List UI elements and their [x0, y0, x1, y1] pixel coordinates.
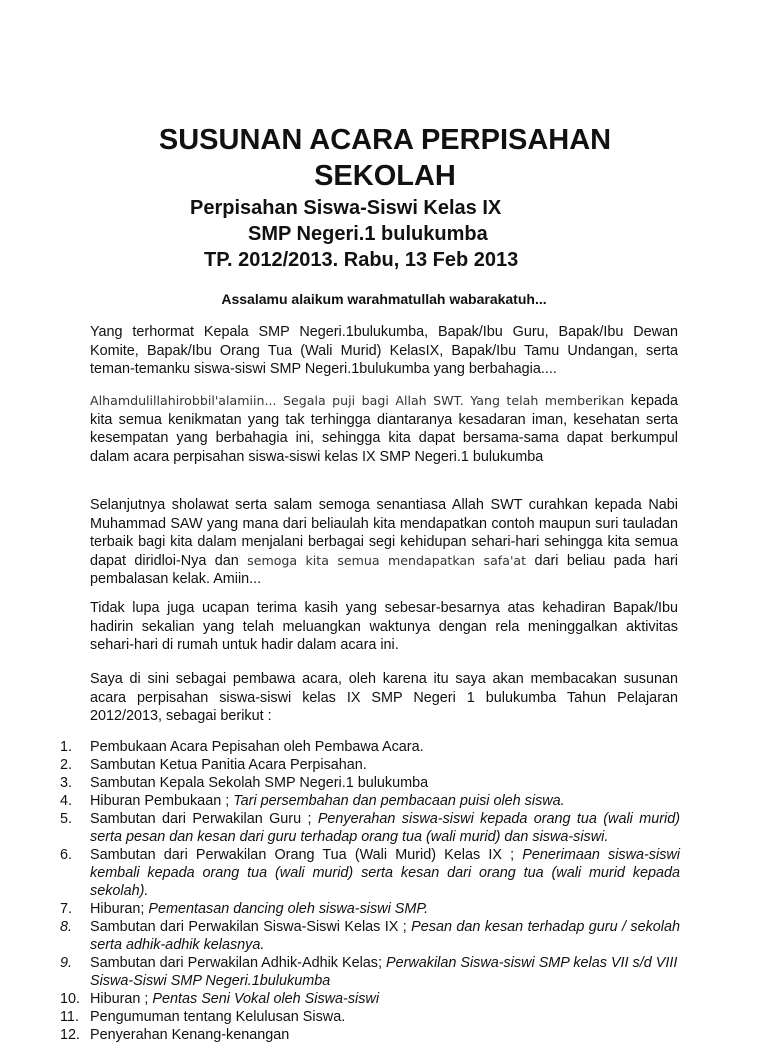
agenda-item [60, 990, 680, 1008]
agenda-text: Sambutan dari Perwakilan Adhik-Adhik Kelas; [90, 955, 386, 971]
agenda-detail: Pementasan dancing oleh siswa-siswi SMP. [148, 901, 429, 917]
paragraph-3 [90, 496, 678, 589]
subtitle-line-3: TP. 2012/2013. Rabu, 13 Feb 2013 [204, 249, 519, 271]
agenda-text: Sambutan Ketua Panitia Acara Perpisahan. [90, 757, 367, 773]
agenda-item [60, 954, 680, 990]
agenda-number: 12. [60, 1027, 81, 1043]
agenda-number: 6. [60, 847, 73, 863]
agenda-item [60, 738, 680, 756]
agenda-text: Hiburan; [90, 901, 149, 917]
title-line-2: SEKOLAH [314, 160, 456, 192]
agenda-item [60, 756, 680, 774]
agenda-item [60, 1026, 680, 1044]
agenda-detail: Perwakilan Siswa-siswi SMP kelas VII s/d VIII Siswa-Siswi SMP Negeri.1bulukumba [90, 955, 678, 989]
paragraph-3-c: dari beliau pada hari pembalasan kelak. Amiin... [90, 552, 678, 587]
agenda-number: 3. [60, 775, 73, 791]
agenda-text: Sambutan dari Perwakilan Orang Tua (Wali Murid) Kelas IX ; [90, 847, 523, 863]
agenda-item [60, 774, 680, 792]
agenda-number: 5. [60, 811, 73, 827]
agenda-text: Penyerahan Kenang-kenangan [90, 1027, 290, 1043]
paragraph-1: Yang terhormat Kepala SMP Negeri.1bulukumba, Bapak/Ibu Guru, Bapak/Ibu Dewan Komite, Bapak/Ibu Orang Tua (Wali Murid) KelasIX, Bapak/Ibu Tamu Undangan, serta teman-temanku siswa-siswi SMP Negeri.1bulukumba yang berbahagia.... [90, 324, 678, 377]
paragraph-3-a: Selanjutnya sholawat serta salam semoga senantiasa Allah SWT curahkan kepada Nabi Muhammad SAW yang mana dari beliaulah kita mendapatkan contoh maupun suri tauladan terbaik bagi kita dalam menjalani berbagai segi kehidupan sehari-hari sehingga kita semua dapat diridloi-Nya dan [90, 497, 678, 569]
agenda-number: 2. [60, 757, 73, 773]
agenda-item [60, 846, 680, 900]
subtitle-line-2: SMP Negeri.1 bulukumba [248, 223, 488, 245]
paragraph-3-b: semoga kita semua mendapatkan safa'at [247, 552, 527, 568]
agenda-detail: Pesan dan kesan terhadap guru / sekolah serta adhik-adhik kelasnya. [90, 919, 680, 953]
agenda-number: 11. [60, 1009, 79, 1025]
agenda-detail: Penerimaan siswa-siswi kembali kepada orang tua (wali murid) serta kesan dari orang tua (wali murid kepada sekolah). [90, 847, 680, 899]
agenda-number: 7. [60, 901, 73, 917]
agenda-item [60, 792, 680, 810]
paragraph-2-rest: kepada kita semua kenikmatan yang tak terhingga diantaranya kesadaran iman, kesehatan serta kesempatan yang berbahagia ini, sehingga kita dapat bersama-sama dapat berkumpul dalam acara perpisahan siswa-siswi kelas IX SMP Negeri.1 bulukumba [90, 393, 679, 465]
paragraph-5: Saya di sini sebagai pembawa acara, oleh karena itu saya akan membacakan susunan acara perpisahan siswa-siswi kelas IX SMP Negeri 1 bulukumba Tahun Pelajaran 2012/2013, sebagai berikut : [90, 671, 678, 724]
agenda-number: 8. [60, 919, 73, 935]
agenda-text: Sambutan dari Perwakilan Siswa-Siswi Kelas IX ; [90, 919, 412, 935]
agenda-detail: Pentas Seni Vokal oleh Siswa-siswi [152, 991, 380, 1007]
document-title [60, 122, 710, 194]
agenda-text: Hiburan Pembukaan ; [90, 793, 234, 809]
paragraph-2 [90, 392, 678, 466]
agenda-item [60, 918, 680, 954]
agenda-detail: Tari persembahan dan pembacaan puisi oleh siswa. [233, 793, 565, 809]
agenda-number: 1. [60, 739, 73, 755]
agenda-number: 10. [60, 991, 81, 1007]
agenda-number: 9. [60, 955, 73, 971]
agenda-text: Pengumuman tentang Kelulusan Siswa. [90, 1009, 346, 1025]
agenda-item [60, 1008, 680, 1026]
agenda-list [60, 738, 680, 1044]
agenda-text: Sambutan Kepala Sekolah SMP Negeri.1 bulukumba [90, 775, 429, 791]
greeting: Assalamu alaikum warahmatullah wabarakatuh... [221, 291, 547, 307]
agenda-text: Hiburan ; [90, 991, 153, 1007]
paragraph-2-lead: Alhamdulillahirobbil'alamiin... Segala puji bagi Allah SWT. Yang telah memberikan [90, 393, 625, 408]
subtitle-line-1: Perpisahan Siswa-Siswi Kelas IX [190, 197, 502, 219]
title-line-1: SUSUNAN ACARA PERPISAHAN [158, 124, 612, 156]
agenda-item [60, 900, 680, 918]
agenda-text: Sambutan dari Perwakilan Guru ; [90, 811, 318, 827]
agenda-detail: Penyerahan siswa-siswi kepada orang tua (wali murid) serta pesan dan kesan dari guru terhadap orang tua (wali murid) dan siswa-siswi. [90, 811, 680, 845]
paragraph-4: Tidak lupa juga ucapan terima kasih yang sebesar-besarnya atas kehadiran Bapak/Ibu hadirin sekalian yang telah meluangkan waktunya dengan rela meninggalkan aktivitas sehari-hari di rumah untuk hadir dalam acara ini. [90, 600, 678, 653]
agenda-text: Pembukaan Acara Pepisahan oleh Pembawa Acara. [90, 739, 424, 755]
agenda-item [60, 810, 680, 846]
agenda-number: 4. [60, 793, 73, 809]
